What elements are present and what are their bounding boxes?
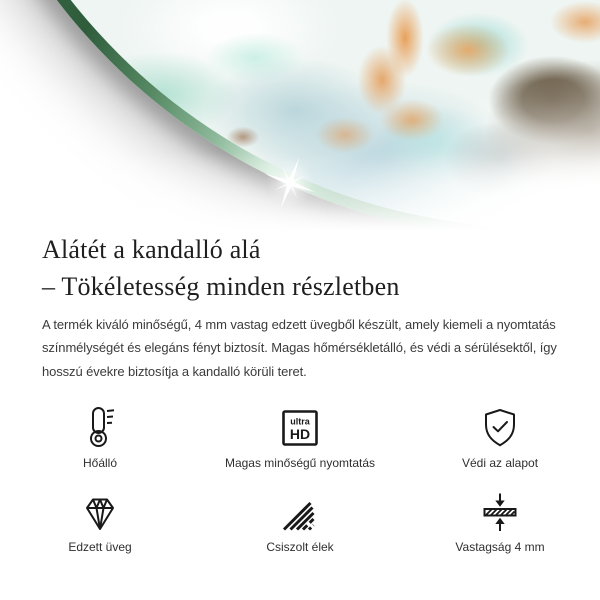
thickness-icon bbox=[480, 492, 520, 532]
sparkle-highlight bbox=[255, 148, 325, 218]
description-line: hosszú évekre biztosítja a kandalló körüli teret. bbox=[42, 363, 307, 379]
feature-label: Edzett üveg bbox=[68, 540, 132, 554]
svg-text:HD: HD bbox=[289, 426, 311, 442]
feature-label: Védi az alapot bbox=[461, 456, 539, 470]
feature-polished-edges bbox=[200, 490, 400, 554]
ultra-hd-icon bbox=[280, 408, 320, 448]
product-photo bbox=[0, 0, 600, 230]
feature-label: Hőálló bbox=[82, 456, 118, 470]
feature-label: Csiszolt élek bbox=[266, 540, 334, 554]
feature-protects-base bbox=[400, 406, 600, 470]
description-line: A termék kiváló minőségű, 4 mm vastag edzett üvegből készült, amely kiemeli a nyomtatás bbox=[42, 317, 556, 332]
thermometer-icon bbox=[83, 406, 117, 448]
feature-heat-resistant bbox=[0, 406, 200, 470]
page-title-line2: – Tökéletesség minden részletben bbox=[42, 272, 400, 301]
feature-label: Magas minőségű nyomtatás bbox=[224, 456, 376, 470]
feature-thickness bbox=[400, 490, 600, 554]
svg-text:ultra: ultra bbox=[290, 416, 310, 427]
description-line: színmélységét és elegáns fényt biztosít. Magas hőmérsékletálló, és védi a sérülésektől, így bbox=[42, 340, 557, 356]
feature-tempered-glass bbox=[0, 490, 200, 554]
page-title bbox=[42, 231, 400, 305]
feature-grid bbox=[0, 406, 600, 554]
shield-check-icon bbox=[480, 407, 520, 448]
feature-hd-print bbox=[200, 406, 400, 470]
polished-edges-icon bbox=[280, 496, 320, 532]
feature-label: Vastagság 4 mm bbox=[455, 540, 545, 554]
product-description bbox=[42, 313, 557, 383]
diamond-icon bbox=[79, 496, 121, 532]
page-title-line1: Alátét a kandalló alá bbox=[42, 235, 261, 264]
